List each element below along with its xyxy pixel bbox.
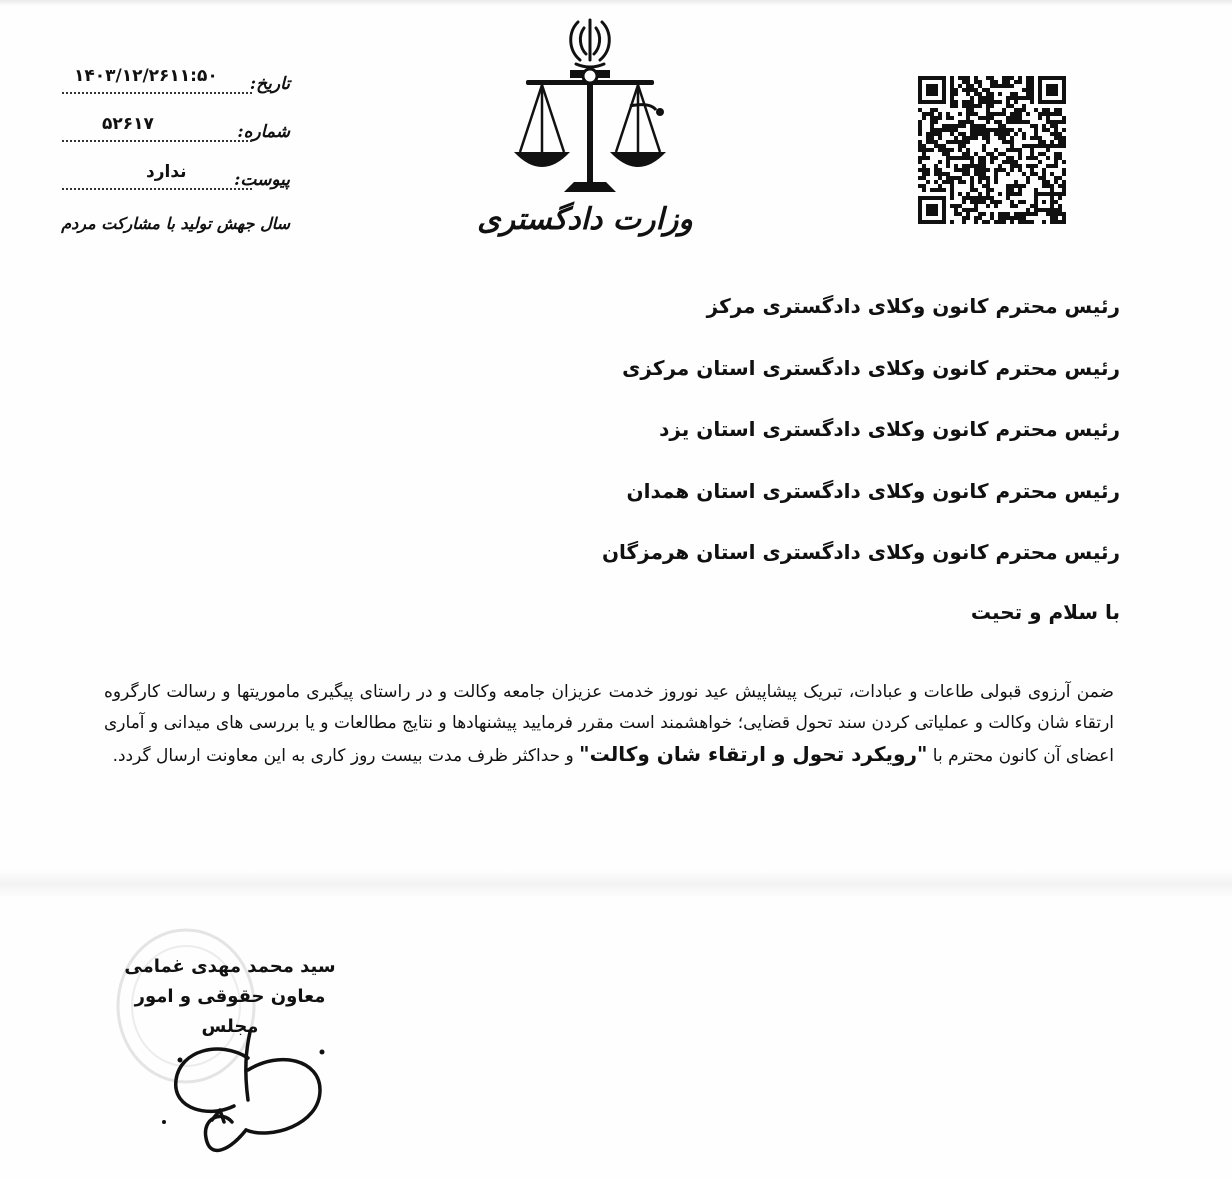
recipient-line: رئیس محترم کانون وکلای دادگستری استان یزد [659,417,1120,441]
date-dotted-line [62,92,252,94]
date-label: تاریخ: [249,74,290,94]
recipient-line: رئیس محترم کانون وکلای دادگستری مرکز [706,294,1120,318]
year-slogan: سال جهش تولید با مشارکت مردم [61,214,290,233]
attachment-dotted-line [62,188,252,190]
recipients-list [320,284,1120,592]
recipient-line: رئیس محترم کانون وکلای دادگستری استان هرمزگان [601,540,1120,564]
signer-title-line1: معاون حقوقی و امور [134,986,326,1007]
attachment-row [60,158,290,206]
number-label: شماره: [237,122,290,142]
signer-title-line2: مجلس [201,1016,259,1037]
number-value: ۵۲۶۱۷ [102,114,154,134]
handwritten-signature-icon [150,1010,340,1170]
number-dotted-line [62,140,252,142]
signer-name: سید محمد مهدی غمامی [124,956,336,977]
date-row [60,62,290,110]
letter-body [104,677,1114,772]
body-text-part2: و حداکثر ظرف مدت بیست روز کاری به این معاونت ارسال گردد. [112,746,580,766]
recipient-line: رئیس محترم کانون وکلای دادگستری استان همدان [626,478,1120,503]
attachment-value: ندارد [146,162,187,182]
body-text-part1: ضمن آرزوی قبولی طاعات و عبادات، تبریک پیشاپیش عید نوروز خدمت عزیزان جامعه وکالت و در راستای پیگیری ماموریتها و رسالت کارگروه ارتقاء شان وکالت و عملیاتی کردن سند تحول قضایی؛ خواهشمند است مقرر فرمایید پیشنهادها و نتایج مطالعات و یا بررسی های میدانی و آماری اعضای آن کانون محترم با [104,682,1114,766]
scan-top-edge [0,0,1232,6]
letter-meta [60,62,290,206]
date-value: ۱۴۰۳/۱۲/۲۶۱۱:۵۰ [74,66,218,86]
greeting: با سلام و تحیت [970,600,1120,624]
number-row [60,110,290,158]
qr-code-icon [918,76,1066,224]
recipient-line: رئیس محترم کانون وکلای دادگستری استان مرکزی [622,355,1120,380]
attachment-label: پیوست: [234,170,290,190]
paper-fold [0,870,1232,898]
ministry-name: وزارت دادگستری [477,202,693,237]
body-emphasis: "رویکرد تحول و ارتقاء شان وکالت" [579,742,928,766]
